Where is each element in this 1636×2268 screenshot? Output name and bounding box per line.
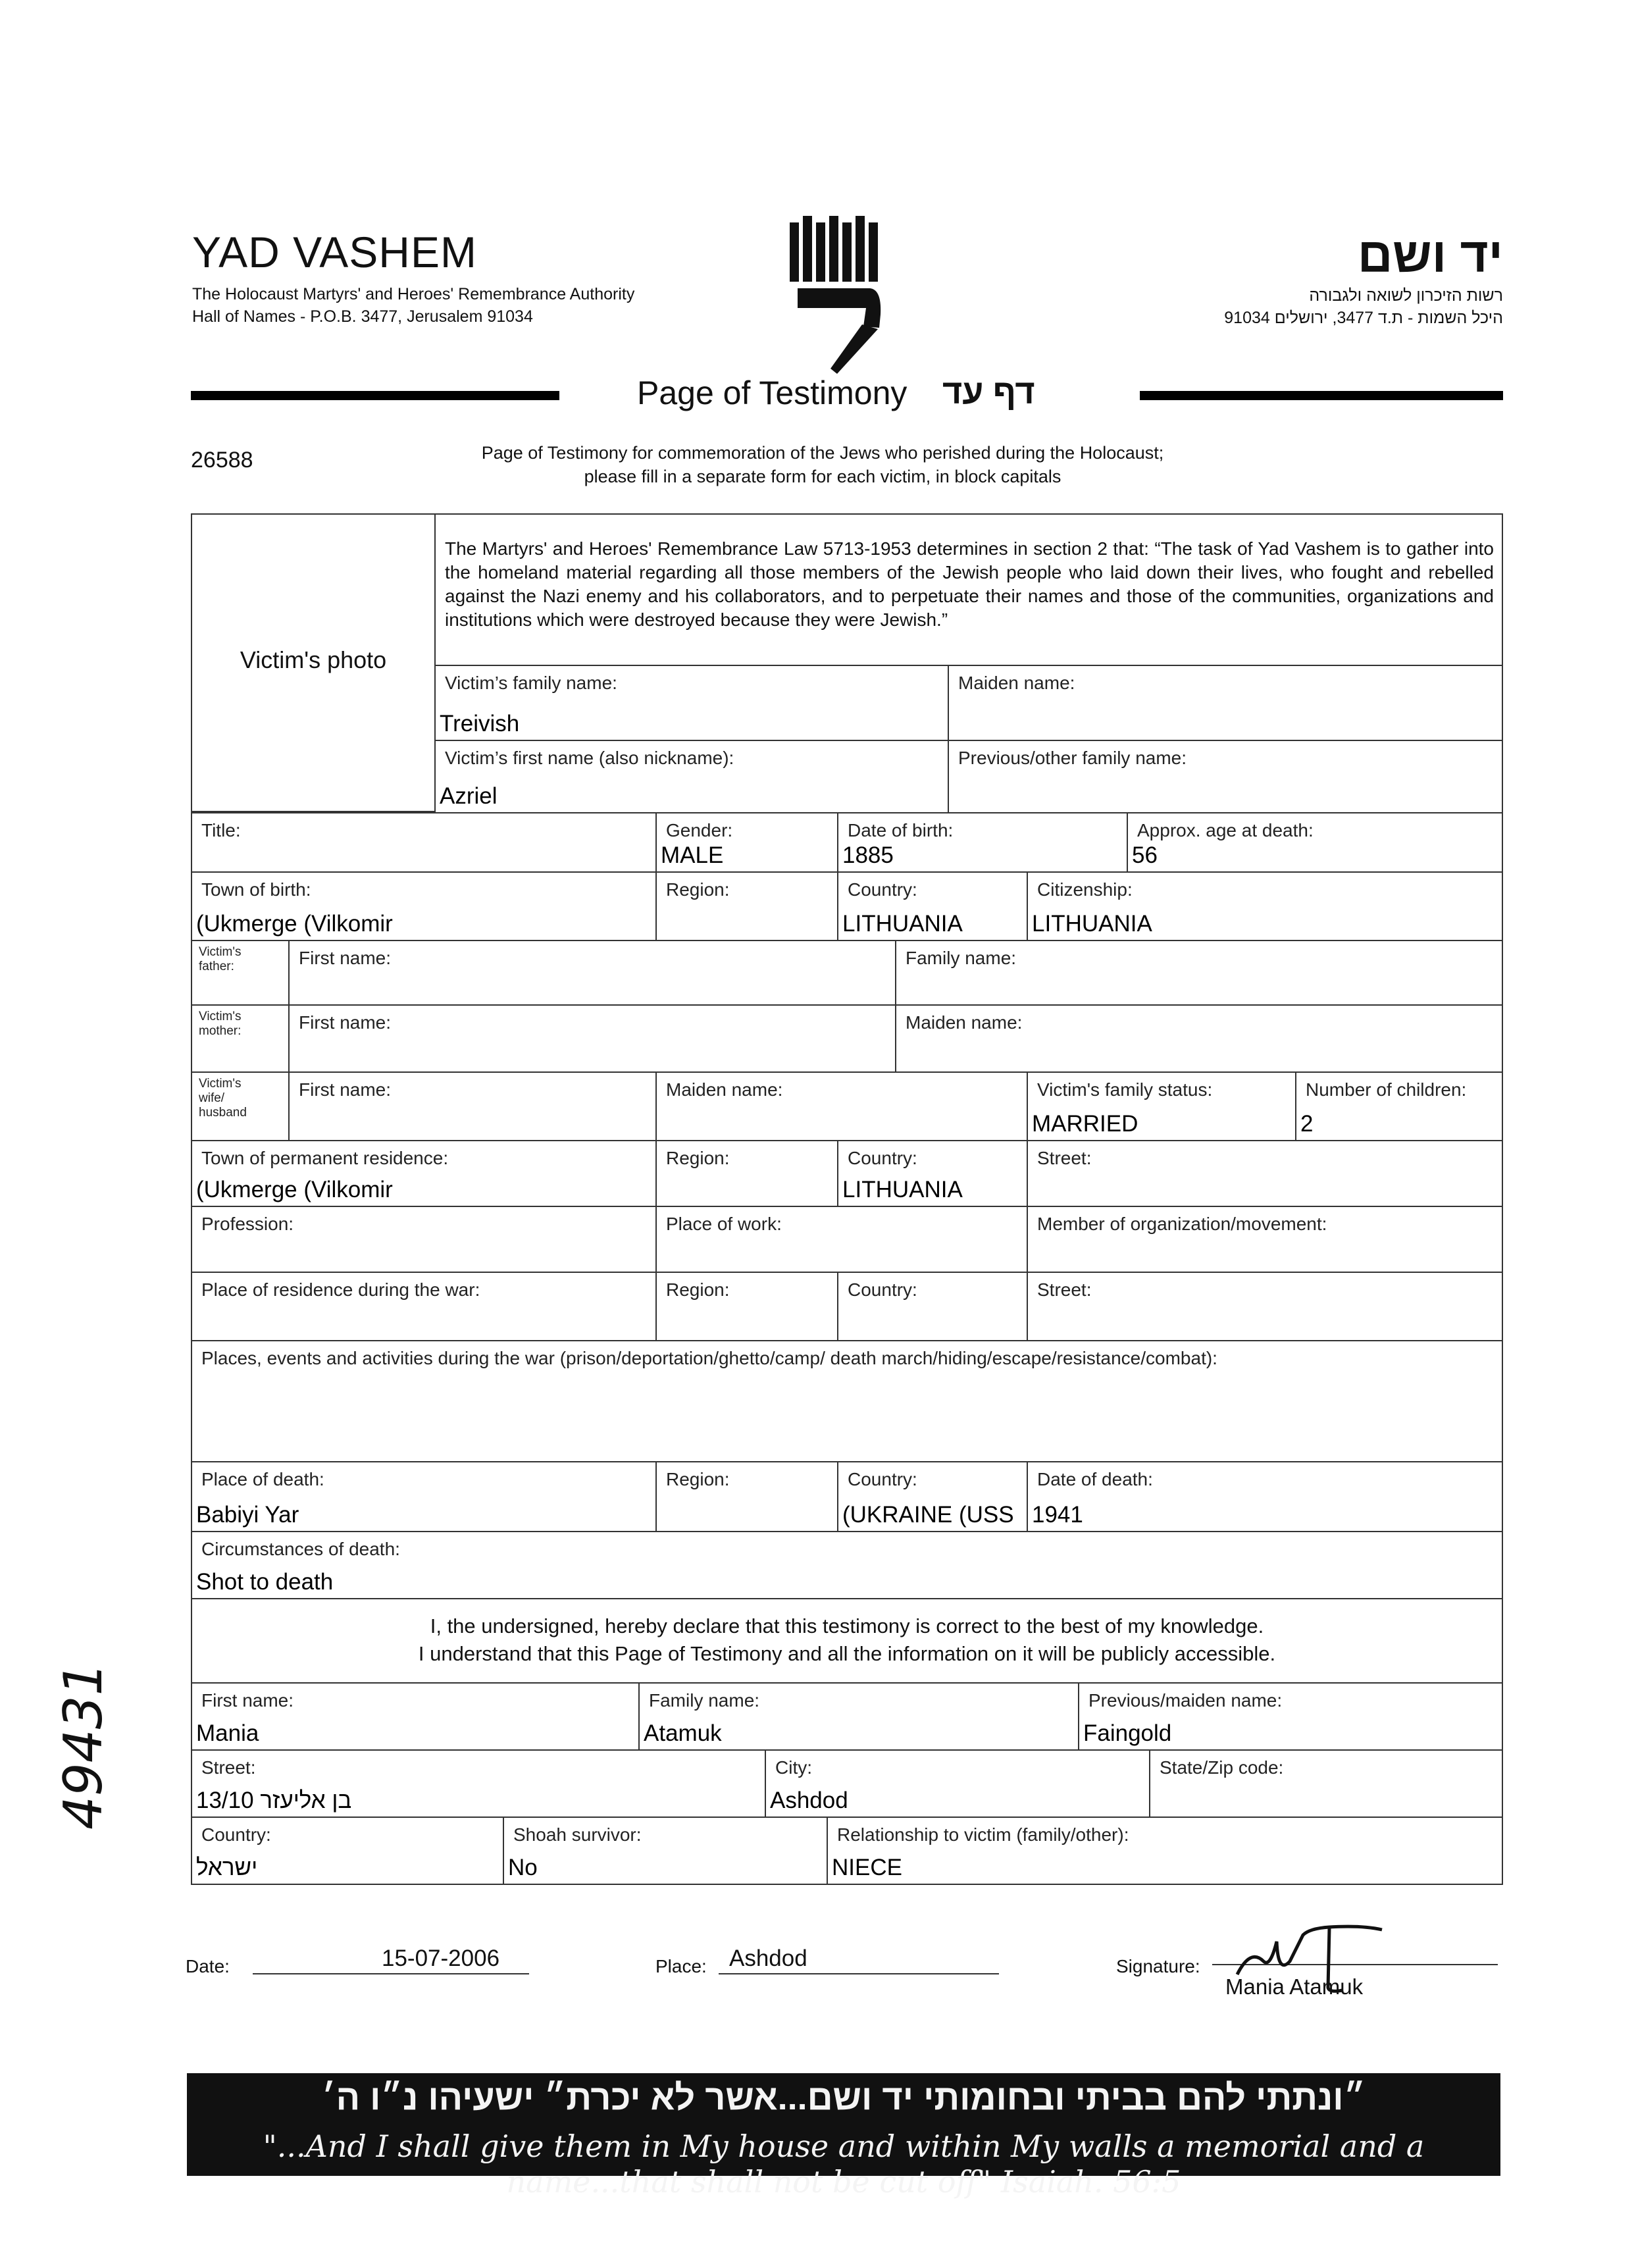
field-value: Faingold — [1083, 1720, 1172, 1746]
place-value: Ashdod — [729, 1946, 807, 1971]
field-value: 1941 — [1032, 1502, 1083, 1528]
field-label: Country: — [848, 1279, 917, 1300]
field-label: Country: — [201, 1824, 271, 1845]
field-label: First name: — [299, 1012, 392, 1033]
org-subtitle-line1: The Holocaust Martyrs' and Heroes' Remembrance Authority — [192, 285, 635, 303]
field-label: Maiden name: — [666, 1079, 783, 1100]
war-street-field[interactable] — [1027, 1272, 1503, 1341]
field-label: State/Zip code: — [1160, 1757, 1284, 1778]
field-label: Relationship to victim (family/other): — [837, 1824, 1129, 1845]
town-of-residence-field[interactable] — [191, 1140, 657, 1207]
birth-region-field[interactable] — [655, 871, 838, 941]
gender-field[interactable] — [655, 812, 838, 873]
place-label: Place: — [655, 1956, 707, 1976]
field-label: Street: — [1037, 1279, 1092, 1300]
field-label: Region: — [666, 1279, 730, 1300]
field-label: Title: — [201, 820, 241, 840]
field-label: Street: — [201, 1757, 256, 1778]
field-value: Mania — [196, 1720, 259, 1746]
quote-banner — [187, 2073, 1500, 2200]
field-value: 13/10 בן אליעזר — [196, 1788, 352, 1813]
field-value: MARRIED — [1032, 1111, 1138, 1137]
field-value: LITHUANIA — [1032, 911, 1152, 937]
field-label: Region: — [666, 879, 730, 900]
field-label: Victim's family status: — [1037, 1079, 1213, 1100]
field-label: Place of work: — [666, 1214, 782, 1234]
archive-number: 49431 — [53, 1662, 114, 1830]
field-value: (Ukmerge (Vilkomir — [196, 911, 393, 937]
place-of-death-field[interactable] — [191, 1461, 657, 1532]
maiden-name-field[interactable] — [948, 665, 1503, 741]
place-field[interactable] — [719, 1947, 999, 1974]
field-value: 1885 — [842, 842, 894, 868]
field-label: Family name: — [906, 948, 1017, 968]
field-label: Region: — [666, 1469, 730, 1489]
field-value: (Ukmerge (Vilkomir — [196, 1177, 393, 1202]
spouse-maiden-name-field[interactable] — [655, 1071, 1028, 1141]
date-of-death-field[interactable] — [1027, 1461, 1503, 1532]
declaration-line2: I understand that this Page of Testimony and all the information on it will be publicly accessible. — [418, 1642, 1276, 1665]
intro-line2: please fill in a separate form for each victim, in block capitals — [584, 467, 1061, 486]
document-number: 26588 — [191, 448, 253, 473]
photo-box[interactable] — [191, 513, 436, 812]
field-value: MALE — [661, 842, 724, 868]
submitter-country-field[interactable] — [191, 1817, 504, 1885]
date-label: Date: — [186, 1956, 230, 1976]
field-label: Country: — [848, 1469, 917, 1489]
father-family-name-field[interactable] — [895, 940, 1503, 1006]
death-region-field[interactable] — [655, 1461, 838, 1532]
title-rule-right — [1140, 391, 1503, 400]
field-label: Town of permanent residence: — [201, 1148, 449, 1168]
submitter-zip-field[interactable] — [1149, 1749, 1503, 1818]
intro-text — [395, 441, 1250, 488]
banner-hebrew-quote: ״ונתתי להם בביתי ובחומותי יד ושם...אשר לא יכרת״ ישעיהו נ״ו ה׳ — [321, 2078, 1366, 2117]
field-label: Shoah survivor: — [513, 1824, 642, 1845]
field-value: Treivish — [440, 711, 520, 736]
mother-first-name-field[interactable] — [288, 1004, 896, 1073]
law-text: The Martyrs' and Heroes' Remembrance Law 5713-1953 determines in section 2 that: “The task of Yad Vashem is to gather into the homeland material regarding all those members of the Jewish people who laid down their lives, who fought and rebelled against the Nazi enemy and his collaborators, and to perpetuate their names and those of the communities, organizations and institutions which were destroyed because they were Jewish.” — [445, 538, 1494, 630]
org-subtitle-he-line2: היכל השמות - ת.ד 3477, ירושלים 91034 — [1224, 309, 1503, 327]
org-subtitle-line2: Hall of Names - P.O.B. 3477, Jerusalem 91034 — [192, 307, 533, 326]
page-title-hebrew: דף עד — [942, 373, 1035, 411]
place-of-work-field[interactable] — [655, 1206, 1028, 1273]
field-value: 56 — [1132, 842, 1158, 868]
field-label: Places, events and activities during the war (prison/deportation/ghetto/camp/ death march/hiding/escape/resistance/combat): — [201, 1348, 1217, 1368]
field-label: Family name: — [649, 1690, 760, 1711]
field-label: Maiden name: — [958, 673, 1075, 693]
intro-line1: Page of Testimony for commemoration of the Jews who perished during the Holocaust; — [481, 443, 1164, 463]
side-label: Victim's father: — [199, 945, 242, 973]
field-value: LITHUANIA — [842, 1177, 963, 1202]
field-label: Approx. age at death: — [1137, 820, 1314, 840]
field-value: NIECE — [832, 1855, 902, 1880]
submitter-street-field[interactable] — [191, 1749, 766, 1818]
org-subtitle — [192, 283, 634, 328]
citizenship-field[interactable] — [1027, 871, 1503, 941]
field-value: (UKRAINE (USS — [842, 1502, 1014, 1528]
number-of-children-field[interactable] — [1295, 1071, 1503, 1141]
residence-street-field[interactable] — [1027, 1140, 1503, 1207]
relationship-field[interactable] — [827, 1817, 1503, 1885]
previous-family-name-field[interactable] — [948, 740, 1503, 813]
father-first-name-field[interactable] — [288, 940, 896, 1006]
field-label: Region: — [666, 1148, 730, 1168]
org-name: YAD VASHEM — [192, 228, 477, 276]
field-label: Circumstances of death: — [201, 1539, 400, 1559]
field-label: First name: — [299, 948, 392, 968]
residence-country-field[interactable] — [837, 1140, 1028, 1207]
law-text-box — [434, 513, 1503, 666]
title-rule-left — [191, 391, 559, 400]
war-residence-field[interactable] — [191, 1272, 657, 1341]
banner-english-quote: "...And I shall give them in My house and within My walls a memorial and a name...that shall not be cut off" Isaiah. 56:5 — [263, 2128, 1425, 2200]
field-value: No — [508, 1855, 538, 1880]
shoah-survivor-field[interactable] — [503, 1817, 828, 1885]
mother-row-label — [191, 1004, 290, 1073]
field-label: First name: — [201, 1690, 294, 1711]
submitter-previous-name-field[interactable] — [1078, 1682, 1503, 1751]
signer-name: Mania Atamuk — [1225, 1974, 1364, 1999]
field-label: Street: — [1037, 1148, 1092, 1168]
date-field[interactable] — [253, 1947, 529, 1974]
field-label: Place of residence during the war: — [201, 1279, 480, 1300]
residence-region-field[interactable] — [655, 1140, 838, 1207]
field-label: First name: — [299, 1079, 392, 1100]
field-value: Shot to death — [196, 1569, 334, 1595]
signature-label: Signature: — [1116, 1956, 1200, 1976]
war-events-field[interactable] — [191, 1340, 1503, 1462]
circumstances-of-death-field[interactable] — [191, 1531, 1503, 1599]
death-country-field[interactable] — [837, 1461, 1028, 1532]
org-name-hebrew: יד ושם — [1357, 228, 1503, 282]
profession-field[interactable] — [191, 1206, 657, 1273]
side-label: Victim's wife/ husband — [199, 1077, 247, 1120]
field-value: LITHUANIA — [842, 911, 963, 937]
field-value: ישראל — [196, 1855, 258, 1880]
organization-field[interactable] — [1027, 1206, 1503, 1273]
field-label: Country: — [848, 879, 917, 900]
field-label: Victim’s first name (also nickname): — [445, 748, 734, 768]
field-label: Member of organization/movement: — [1037, 1214, 1327, 1234]
field-value: Atamuk — [644, 1720, 722, 1746]
field-value: Ashdod — [770, 1788, 848, 1813]
photo-label: Victim's photo — [240, 646, 387, 673]
title-field[interactable] — [191, 812, 657, 873]
field-value: 2 — [1300, 1111, 1314, 1137]
birth-country-field[interactable] — [837, 871, 1028, 941]
field-label: Profession: — [201, 1214, 294, 1234]
declaration-text — [192, 1612, 1502, 1668]
submitter-city-field[interactable] — [765, 1749, 1150, 1818]
org-subtitle-hebrew — [1224, 284, 1503, 329]
field-label: Maiden name: — [906, 1012, 1023, 1033]
field-label: Town of birth: — [201, 879, 311, 900]
field-value: Babiyi Yar — [196, 1502, 299, 1528]
date-of-birth-field[interactable] — [837, 812, 1128, 873]
age-at-death-field[interactable] — [1127, 812, 1503, 873]
victim-family-name-field[interactable] — [434, 665, 949, 741]
field-label: Country: — [848, 1148, 917, 1168]
spouse-first-name-field[interactable] — [288, 1071, 657, 1141]
submitter-first-name-field[interactable] — [191, 1682, 640, 1751]
field-label: Victim’s family name: — [445, 673, 617, 693]
declaration-line1: I, the undersigned, hereby declare that this testimony is correct to the best of my knowledge. — [430, 1614, 1264, 1637]
war-region-field[interactable] — [655, 1272, 838, 1341]
field-label: Previous/maiden name: — [1088, 1690, 1283, 1711]
father-row-label — [191, 940, 290, 1006]
submitter-family-name-field[interactable] — [638, 1682, 1079, 1751]
side-label: Victim's mother: — [199, 1010, 242, 1038]
town-of-birth-field[interactable] — [191, 871, 657, 941]
victim-first-name-field[interactable] — [434, 740, 949, 813]
family-status-field[interactable] — [1027, 1071, 1296, 1141]
field-label: Place of death: — [201, 1469, 324, 1489]
field-label: Number of children: — [1306, 1079, 1467, 1100]
field-label: Date of death: — [1037, 1469, 1153, 1489]
testimony-form — [191, 513, 1503, 1895]
field-label: Gender: — [666, 820, 733, 840]
field-label: Previous/other family name: — [958, 748, 1187, 768]
field-value: Azriel — [440, 783, 498, 809]
spouse-row-label — [191, 1071, 290, 1141]
declaration-box — [191, 1598, 1503, 1684]
mother-maiden-name-field[interactable] — [895, 1004, 1503, 1073]
field-label: City: — [775, 1757, 812, 1778]
field-label: Date of birth: — [848, 820, 954, 840]
war-country-field[interactable] — [837, 1272, 1028, 1341]
page-title: Page of Testimony — [637, 374, 907, 411]
date-value: 15-07-2006 — [382, 1946, 500, 1971]
org-subtitle-he-line1: רשות הזיכרון לשואה ולגבורה — [1309, 286, 1503, 305]
field-label: Citizenship: — [1037, 879, 1133, 900]
yad-vashem-logo-icon — [784, 216, 890, 374]
